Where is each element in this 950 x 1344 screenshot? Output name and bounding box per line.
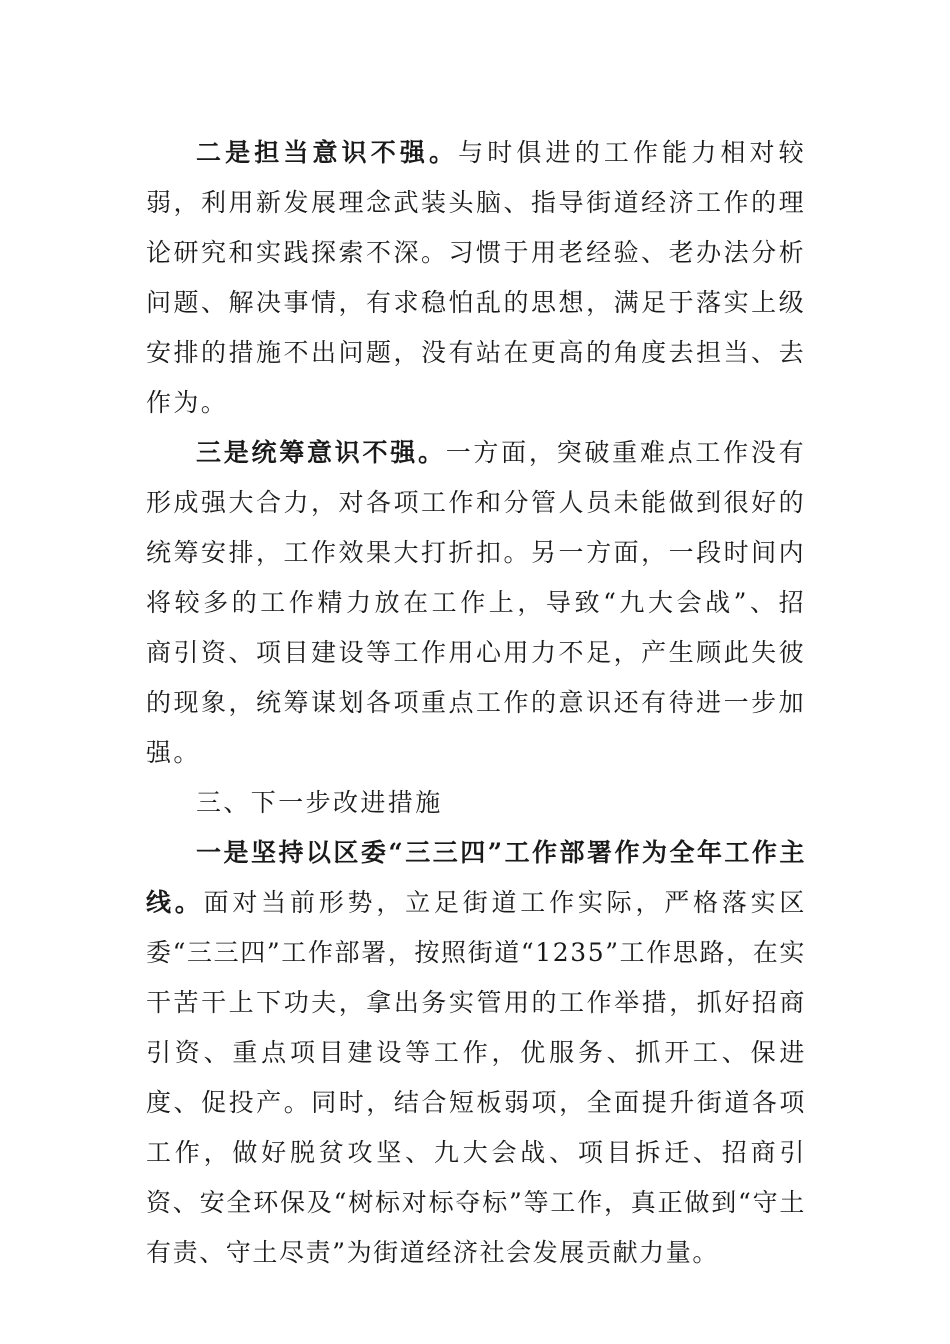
paragraph-lead: 一是坚持以区委“三三四”工作部署作为全年工作主线。 [146, 838, 806, 917]
paragraph-responsibility [146, 128, 806, 428]
paragraph-body: 面对当前形势，立足街道工作实际，严格落实区委“三三四”工作部署，按照街道“1235”工作思路，在实干苦干上下功夫，拿出务实管用的工作举措，抓好招商引资、重点项目建设等工作，优服务、抓开工、保进度、促投产。同时，结合短板弱项，全面提升街道各项工作，做好脱贫攻坚、九大会战、项目拆迁、招商引资、安全环保及“树标对标夺标”等工作，真正做到“守土有责、守土尽责”为街道经济社会发展贡献力量。 [146, 888, 807, 1267]
paragraph-lead: 三是统筹意识不强。 [196, 438, 446, 467]
paragraph-body: 一方面，突破重难点工作没有形成强大合力，对各项工作和分管人员未能做到很好的统筹安排，工作效果大打折扣。另一方面，一段时间内将较多的工作精力放在工作上，导致“九大会战”、招商引资、项目建设等工作用心用力不足，产生顾此失彼的现象，统筹谋划各项重点工作的意识还有待进一步加强。 [146, 438, 806, 767]
paragraph-coordination [146, 428, 806, 778]
paragraph-measure-one [146, 828, 806, 1278]
paragraph-lead: 二是担当意识不强。 [196, 138, 459, 167]
document-page [146, 128, 806, 1278]
section-heading: 三、下一步改进措施 [196, 788, 443, 817]
paragraph-body: 与时俱进的工作能力相对较弱，利用新发展理念武装头脑、指导街道经济工作的理论研究和实践探索不深。习惯于用老经验、老办法分析问题、解决事情，有求稳怕乱的思想，满足于落实上级安排的措施不出问题，没有站在更高的角度去担当、去作为。 [146, 138, 806, 417]
